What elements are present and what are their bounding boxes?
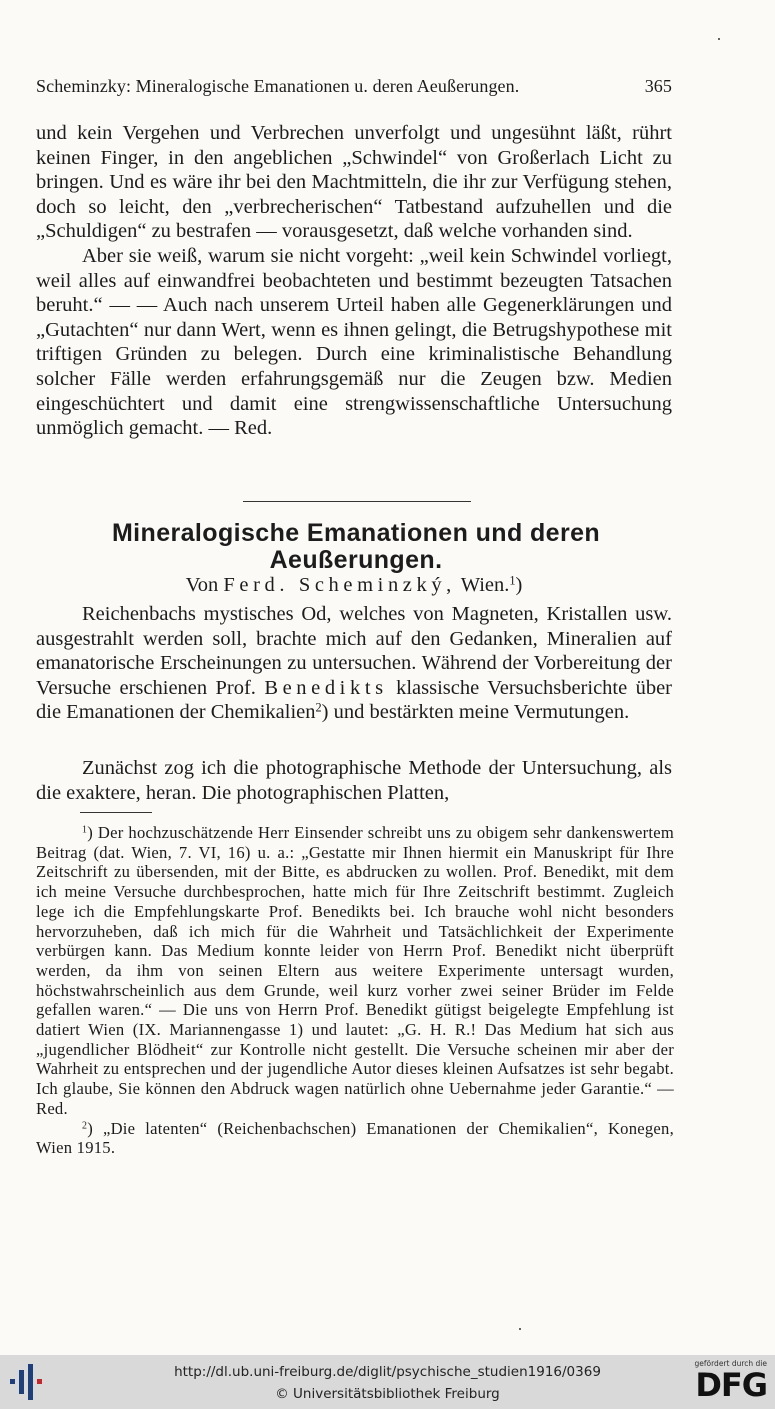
footnote-1	[36, 823, 674, 1119]
byline-von: Von	[185, 574, 219, 596]
paragraph-text: Reichenbachs mystisches Od, welches von Magneten, Kristallen usw. ausgestrahlt werden soll, brachte mich auf den Gedanken, Mineralien auf emanatorische Erscheinungen zu untersuchen. Während der Vorbereitung der Versuche erschienen Prof.	[36, 603, 672, 699]
footnotes	[36, 823, 674, 1158]
dfg-logo	[685, 1359, 767, 1405]
article-title	[36, 520, 676, 574]
paragraph-text: klassische Versuchsberichte über die Emanationen der Chemikalien	[36, 676, 673, 724]
paragraph: und kein Vergehen und Verbrechen unverfolgt und ungesühnt läßt, rührt keinen Finger, in den angeblichen „Schwindel“ von Großerlach Licht zu bringen. Und es wäre ihr bei den Machtmitteln, die ihr zur Verfügung stehen, doch so leicht, den „verbrecherischen“ Tatbestand aufzuhellen und die „Schuldigen“ zu bestrafen — vorausgesetzt, daß welche vorhanden sind.	[36, 122, 672, 243]
article-paragraph-2	[36, 756, 672, 805]
paragraph: Aber sie weiß, warum sie nicht vorgeht: „weil kein Schwindel vorliegt, weil alles auf einwandfrei beobachteten und bestimmt bezeugten Tatsachen beruht.“ — — Auch nach unserem Urteil haben alle Gegenerklärungen und „Gutachten“ nur dann Wert, wenn es ihnen gelingt, die Betrugshypothese mit triftigen Gründen zu belegen. Durch eine kriminalistische Behandlung solcher Fälle werden erfahrungsgemäß nur die Zeugen bzw. Medien eingeschüchtert und damit eine strengwissenschaftliche Untersuchung unmöglich gemacht. — Red.	[36, 244, 672, 440]
byline: Von Ferd. Scheminzký, Wien.$^1$)	[185, 573, 523, 596]
emphasized-name: Benedikts	[264, 676, 388, 699]
footnote-2-marker: 2	[82, 1120, 88, 1132]
article-title-line-2: Aeußerungen.	[269, 546, 443, 574]
footnote-1-marker: 1	[82, 824, 88, 836]
article-paragraph-1	[36, 602, 672, 725]
footnote-2	[36, 1119, 674, 1158]
speck	[718, 38, 720, 40]
copyright-notice: © Universitätsbibliothek Freiburg	[275, 1386, 500, 1402]
footnote-divider	[80, 812, 152, 813]
running-title: Scheminzky: Mineralogische Emanationen u. deren Aeußerungen.	[36, 76, 520, 96]
dfg-wordmark: DFG	[695, 1366, 767, 1404]
running-head	[36, 76, 672, 97]
dfg-funding-note: gefördert durch die	[694, 1359, 767, 1368]
article-title-line-1: Mineralogische Emanationen und deren	[111, 519, 601, 547]
page-number: 365	[644, 76, 672, 96]
permalink[interactable]: http://dl.ub.uni-freiburg.de/diglit/psychische_studien1916/0369	[174, 1364, 601, 1380]
footnote-2-text: ) „Die latenten“ (Reichenbachschen) Emanationen der Chemikalien“, Konegen, Wien 1915.	[36, 1118, 674, 1158]
speck	[519, 1328, 521, 1330]
footnote-marker: 1	[509, 573, 516, 588]
continued-text-block	[36, 121, 672, 441]
footnote-1-text: ) Der hochzuschätzende Herr Einsender schreibt uns zu obigem sehr dankenswertem Beitrag (dat. Wien, 7. VI, 16) u. a.: „Gestatte mir Ihnen hiermit ein Manuskript für Ihre Zeitschrift zu übersenden, mit der Bitte, es abdrucken zu wollen. Prof. Benedikt, mit dem ich meine Versuche durchbesprochen, hatte mich für Ihre Zeitschrift bestimmt. Zugleich lege ich die Empfehlungskarte Prof. Benedikts bei. Ich brauche wohl nicht besonders hervorzuheben, daß ich mich für die Wahrheit und Tatsächlichkeit der Experimente verbürgen kann. Das Medium konnte leider von Herrn Prof. Benedikt nicht überprüft werden, da ihm von seinen Eltern aus weitere Experimente untersagt wurden, höchstwahrscheinlich aus dem Grunde, weil kurz vorher zwei seiner Brüder im Felde gefallen waren.“ — Die uns von Herrn Prof. Benedikt gütigst beigelegte Empfehlung ist datiert Wien (IX. Mariannengasse 1) und lautet: „G. H. R.! Das Medium hat sich aus „jugendlicher Blödheit“ zur Kontrolle nicht gestellt. Die Versuche scheinen mir aber der Wahrheit zu entsprechen und der jugendliche Autor dieses kleinen Aufsatzes ist sehr begabt. Ich glaube, Sie können den Abdruck wagen natürlich ohne Uebernahme jeder Garantie.“ — Red.	[36, 823, 674, 1118]
paragraph-text: Zunächst zog ich die photographische Methode der Untersuchung, als die exaktere, heran. Die photographischen Platten,	[36, 757, 672, 804]
viewer-footer	[0, 1355, 775, 1409]
footnote-marker: 2	[315, 700, 322, 715]
author-place: Wien.	[460, 574, 510, 596]
author-name: Ferd. Scheminzký,	[223, 574, 456, 596]
paragraph-text: ) und bestärkten meine Vermutungen.	[321, 701, 630, 724]
section-divider	[243, 501, 471, 502]
